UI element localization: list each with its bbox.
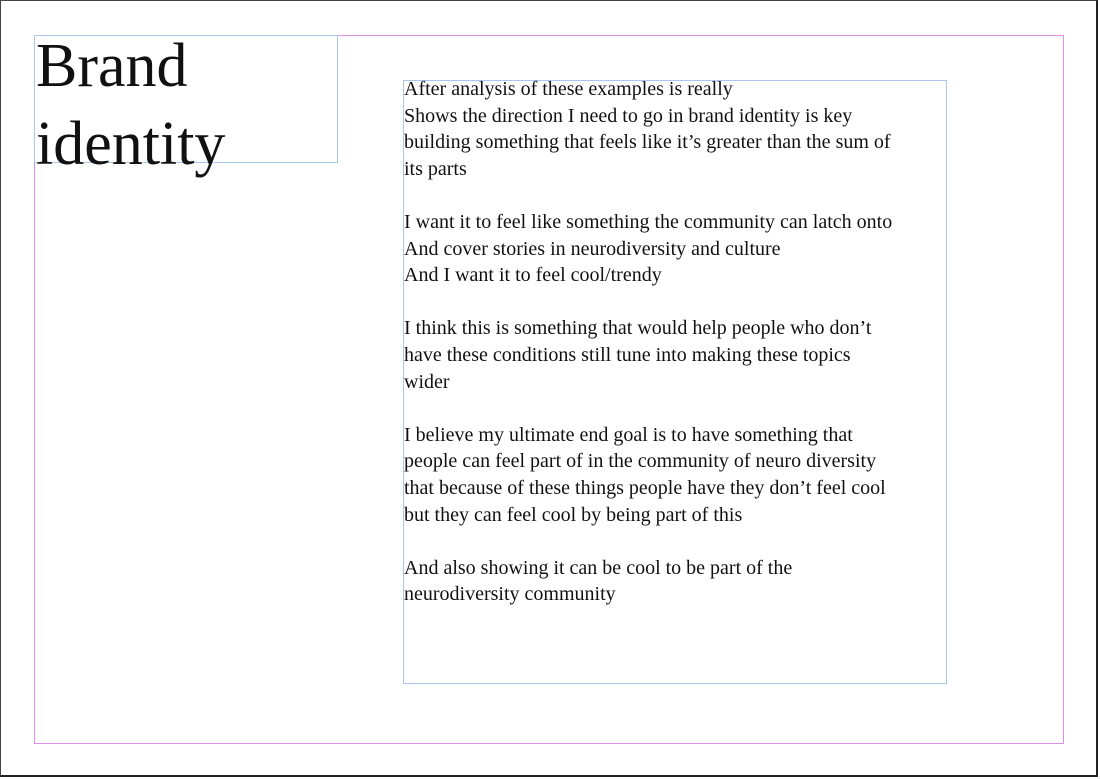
text-line: building something that feels like it’s greater than the sum of xyxy=(404,131,891,154)
paragraph xyxy=(404,422,949,528)
paragraph xyxy=(404,76,949,182)
text-line: I believe my ultimate end goal is to have something that xyxy=(404,423,853,446)
page-title xyxy=(36,27,356,183)
title-line: identity xyxy=(36,110,226,178)
text-line: have these conditions still tune into making these topics xyxy=(404,343,851,366)
paragraph xyxy=(404,315,949,395)
text-line: After analysis of these examples is really xyxy=(404,78,733,100)
body-text xyxy=(404,76,949,634)
title-line: Brand xyxy=(36,32,188,100)
paragraph xyxy=(404,209,949,289)
text-line: And cover stories in neurodiversity and culture xyxy=(404,237,781,260)
text-line: And I want it to feel cool/trendy xyxy=(404,264,662,287)
text-line: Shows the direction I need to go in brand identity is key xyxy=(404,104,853,127)
text-line: but they can feel cool by being part of this xyxy=(404,503,743,526)
text-line: neurodiversity community xyxy=(404,583,616,606)
text-line: And also showing it can be cool to be part of the xyxy=(404,556,793,579)
text-line: wider xyxy=(404,370,450,393)
text-line: that because of these things people have they don’t feel cool xyxy=(404,476,886,499)
text-line: its parts xyxy=(404,157,467,180)
paragraph xyxy=(404,555,949,608)
text-line: people can feel part of in the community of neuro diversity xyxy=(404,450,877,473)
text-line: I want it to feel like something the community can latch onto xyxy=(404,210,893,233)
text-line: I think this is something that would help people who don’t xyxy=(404,317,872,340)
